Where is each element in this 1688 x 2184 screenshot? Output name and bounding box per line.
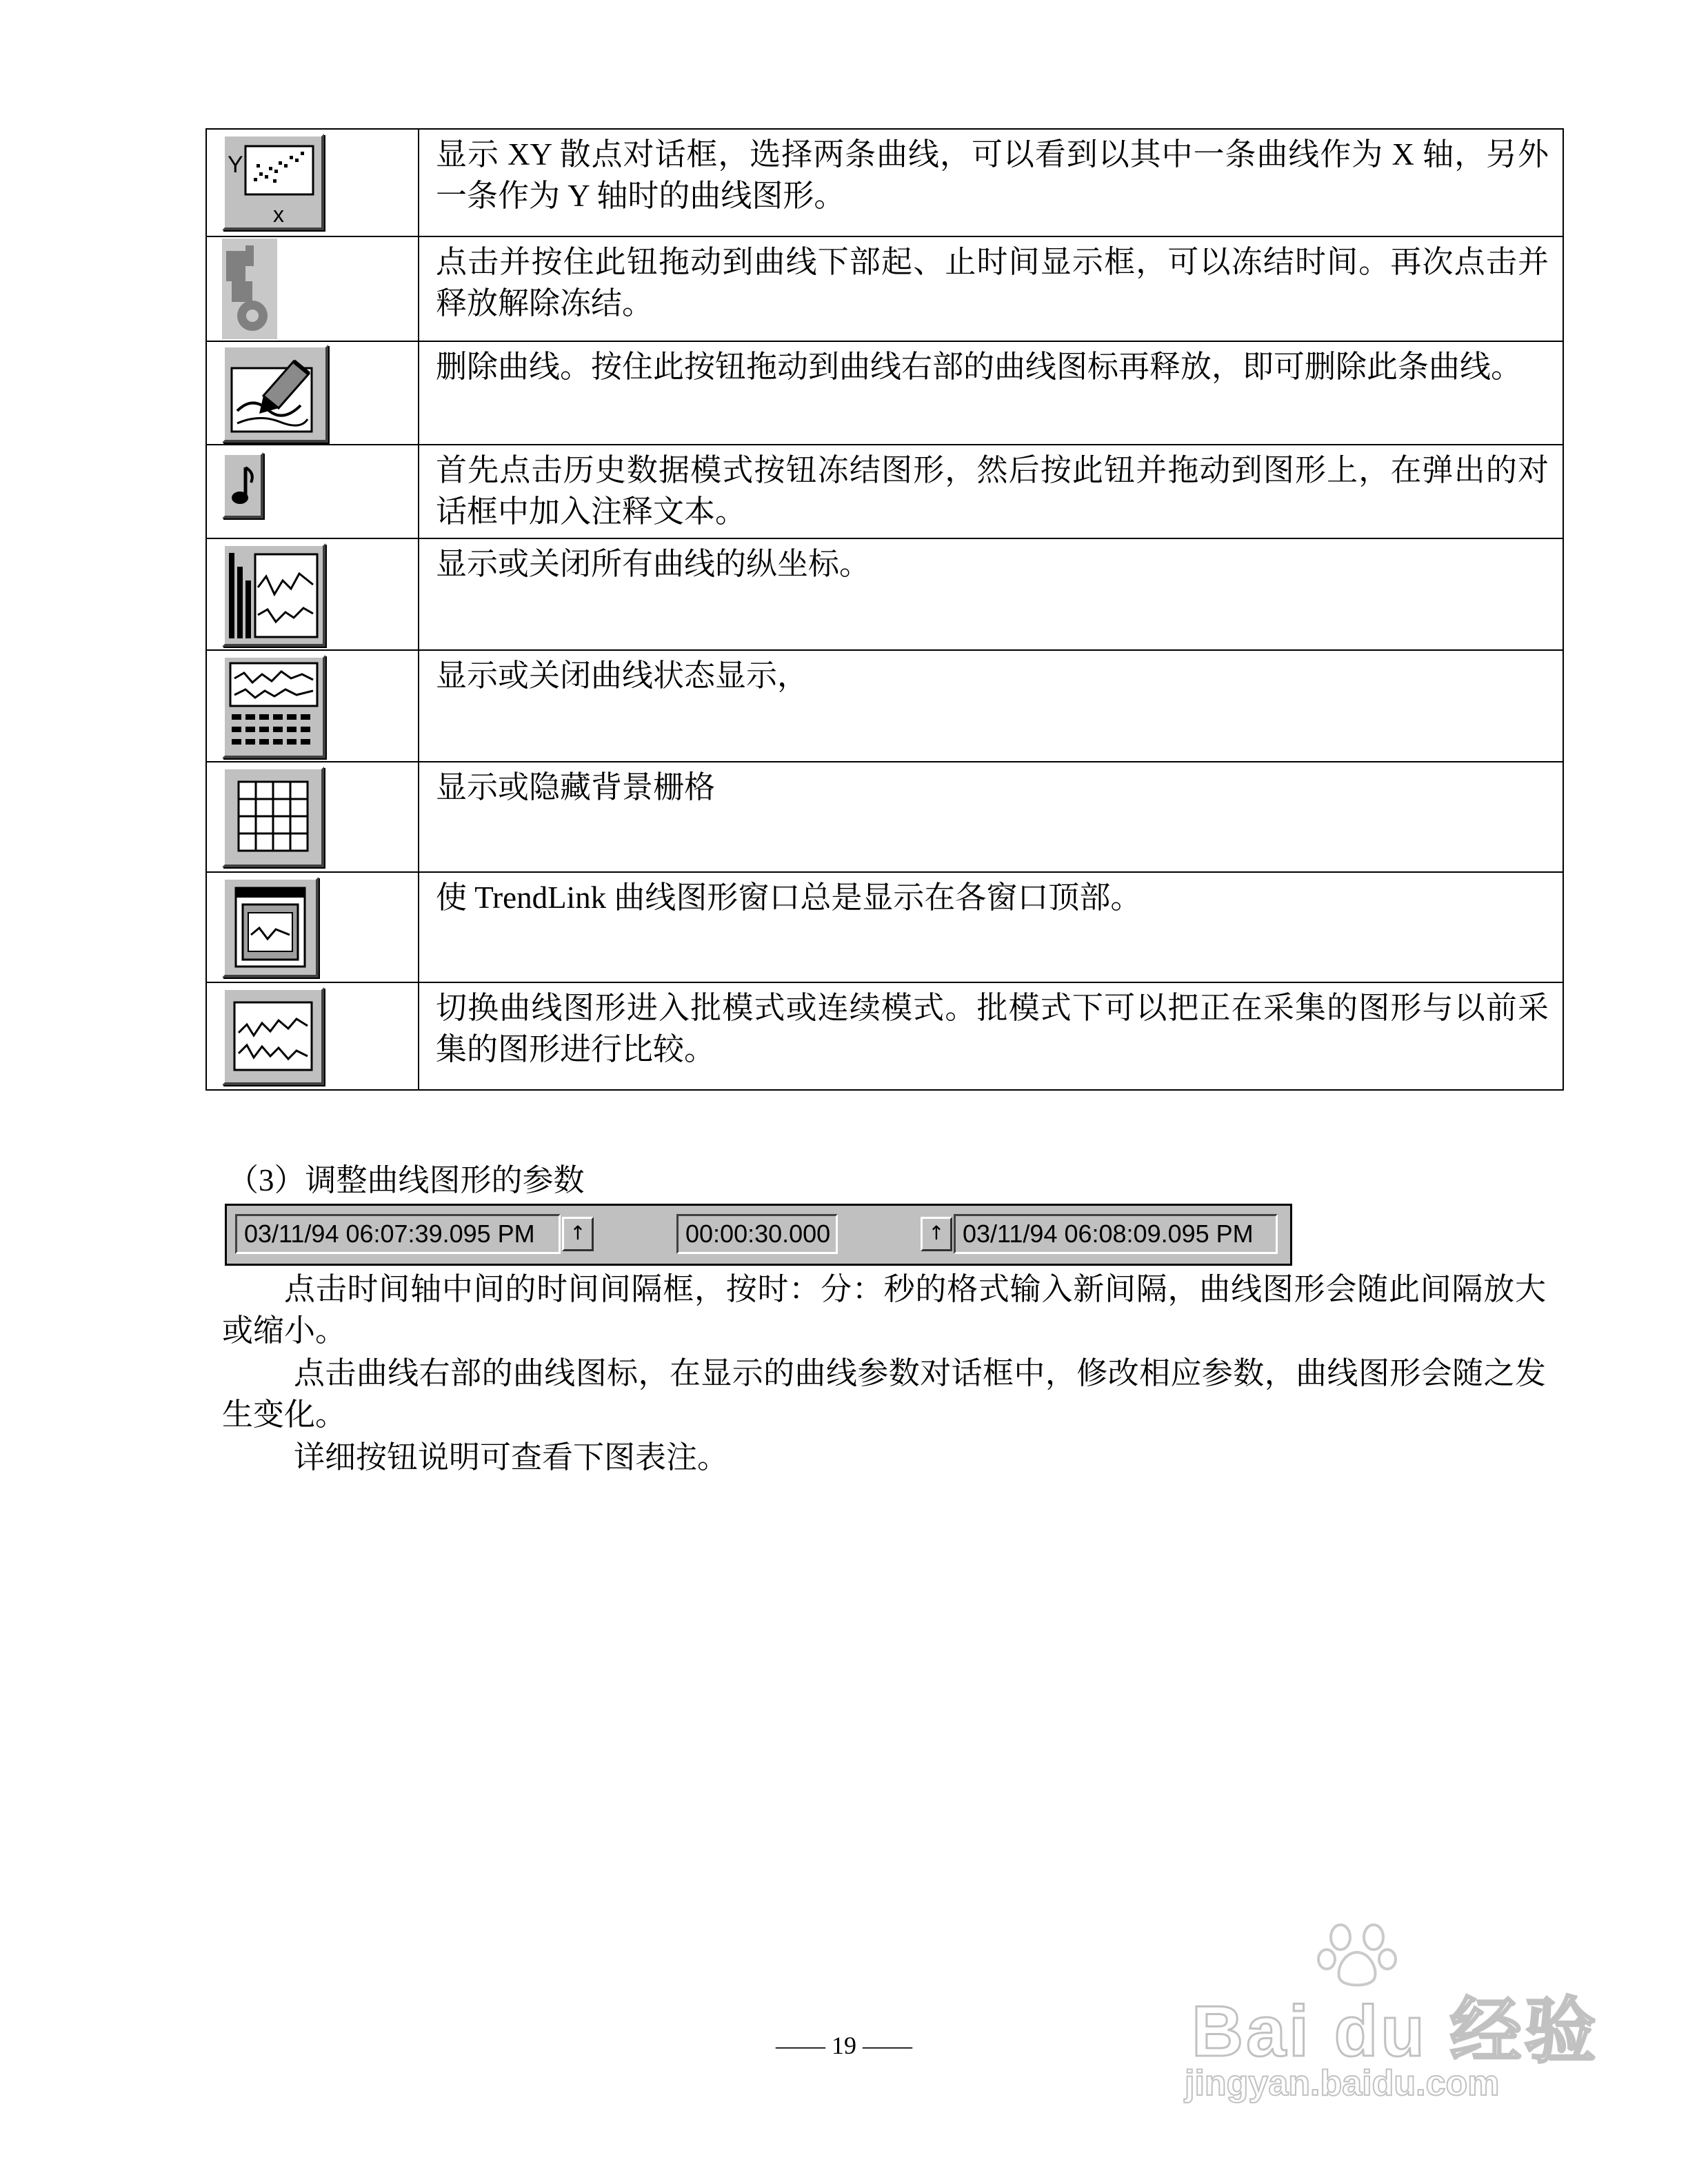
row-description: 显示 XY 散点对话框，选择两条曲线，可以看到以其中一条曲线作为 X 轴，另外一条作为 Y 轴时的曲线图形。: [419, 129, 1563, 236]
batch-mode-icon: [222, 987, 324, 1085]
paragraph: 详细按钮说明可查看下图表注。: [294, 1440, 729, 1475]
curve-status-icon: [222, 655, 325, 758]
table-row: [206, 341, 1563, 445]
icon-cell: [206, 982, 419, 1090]
icon-cell: [206, 236, 419, 341]
table-row: [206, 650, 1563, 762]
start-time-freeze-button[interactable]: [562, 1217, 594, 1251]
button-description-table: [205, 128, 1564, 1091]
table-row: [206, 236, 1563, 341]
section-heading: （3）调整曲线图形的参数: [228, 1163, 585, 1197]
end-time-field[interactable]: 03/11/94 06:08:09.095 PM: [954, 1214, 1278, 1254]
paragraph: 点击时间轴中间的时间间隔框，按时：分：秒的格式输入新间隔，曲线图形会随此间隔放大或缩小。: [222, 1272, 1546, 1348]
table-row: [206, 872, 1563, 982]
freeze-time-icon: [222, 239, 277, 339]
table-row: [206, 762, 1563, 872]
table-row: [206, 445, 1563, 538]
end-time-freeze-button[interactable]: [921, 1217, 952, 1251]
row-description: 点击并按住此钮拖动到曲线下部起、止时间显示框，可以冻结时间。再次点击并释放解除冻结。: [419, 236, 1563, 341]
icon-cell: [206, 129, 419, 236]
xy-scatter-icon: [222, 134, 324, 230]
page-number: —— 19 ——: [776, 2032, 912, 2059]
table-row: [206, 982, 1563, 1090]
row-description: 显示或隐藏背景栅格: [419, 762, 1563, 872]
icon-cell: [206, 445, 419, 538]
icon-cell: [206, 650, 419, 762]
row-description: 首先点击历史数据模式按钮冻结图形，然后按此钮并拖动到图形上，在弹出的对话框中加入注释文本。: [419, 445, 1563, 538]
icon-cell: [206, 872, 419, 982]
icon-cell: [206, 341, 419, 445]
table-row: [206, 129, 1563, 236]
icon-cell: [206, 538, 419, 650]
time-axis-bar: [225, 1204, 1292, 1266]
watermark-url: jingyan.baidu.com: [1185, 2063, 1500, 2103]
interval-field[interactable]: 00:00:30.000: [676, 1214, 838, 1254]
paragraph: 点击曲线右部的曲线图标，在显示的曲线参数对话框中，修改相应参数，曲线图形会随之发生变化。: [222, 1356, 1546, 1432]
up-arrow-icon: ↑: [570, 1222, 586, 1244]
vertical-axis-icon: [222, 543, 325, 647]
watermark-brand: Bai du 经验: [1192, 1992, 1599, 2072]
start-time-field[interactable]: 03/11/94 06:07:39.095 PM: [235, 1214, 561, 1254]
icon-cell: [206, 762, 419, 872]
svg-text:Y: Y: [228, 152, 243, 178]
background-grid-icon: [222, 767, 324, 867]
row-description: 显示或关闭曲线状态显示，: [419, 650, 1563, 762]
row-description: 切换曲线图形进入批模式或连续模式。批模式下可以把正在采集的图形与以前采集的图形进行比较。: [419, 982, 1563, 1090]
row-description: 使 TrendLink 曲线图形窗口总是显示在各窗口顶部。: [419, 872, 1563, 982]
window-on-top-icon: [222, 877, 319, 978]
delete-curve-icon: [222, 345, 328, 443]
baidu-jingyan-watermark: [1178, 1910, 1599, 2116]
annotation-note-icon: [222, 452, 263, 518]
row-description: 删除曲线。按住此按钮拖动到曲线右部的曲线图标再释放，即可删除此条曲线。: [419, 341, 1563, 445]
table-row: [206, 538, 1563, 650]
up-arrow-icon: ↑: [928, 1222, 945, 1244]
row-description: 显示或关闭所有曲线的纵坐标。: [419, 538, 1563, 650]
svg-text:x: x: [273, 202, 284, 227]
